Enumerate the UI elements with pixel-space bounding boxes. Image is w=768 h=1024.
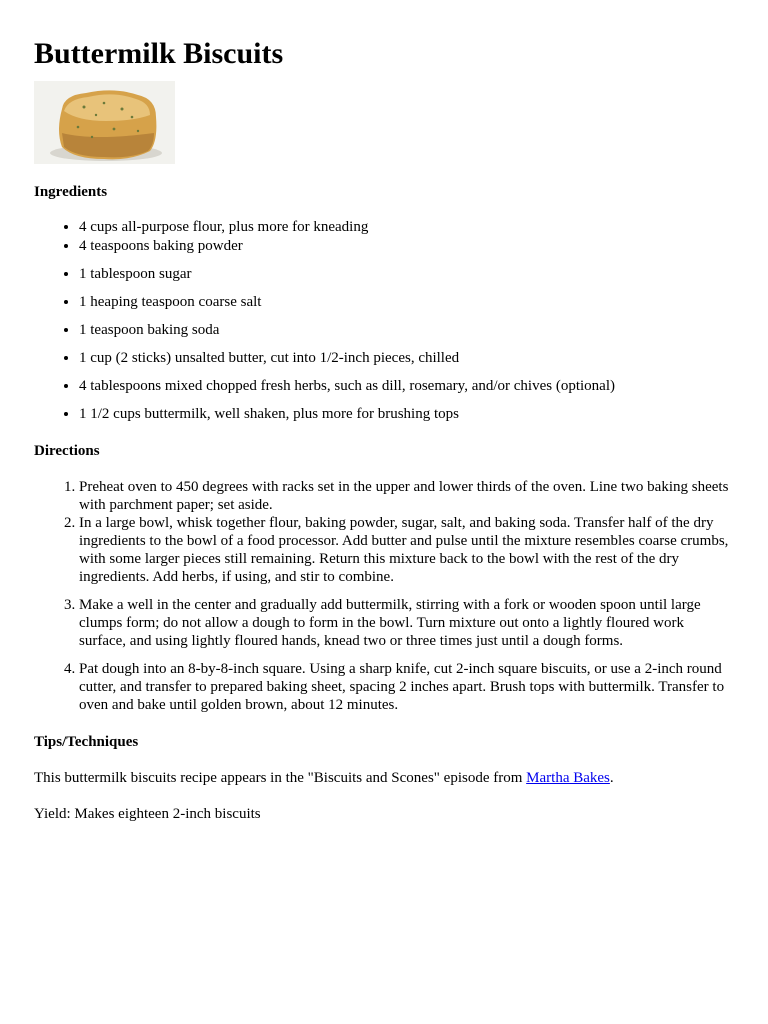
ingredient-item: • 1 cup (2 sticks) unsalted butter, cut into 1/2-inch pieces, chilled: [79, 349, 734, 367]
directions-list: [34, 478, 734, 714]
direction-step: 3. Make a well in the center and gradually add buttermilk, stirring with a fork or wooden spoon until large clumps form; do not allow a dough to form in the bowl. Turn mixture out onto a lightly floured work surface, and using lightly floured hands, knead two or three times just until a dough forms.: [79, 596, 734, 650]
tips-paragraph: [34, 769, 734, 787]
biscuit-photo: [34, 81, 175, 164]
tips-text-end: .: [609, 770, 614, 786]
ingredient-item: • 1 1/2 cups buttermilk, well shaken, plus more for brushing tops: [79, 405, 734, 423]
ingredient-item: • 1 teaspoon baking soda: [79, 321, 734, 339]
yield-text: Yield: Makes eighteen 2-inch biscuits: [34, 806, 261, 822]
ingredient-item: • 4 teaspoons baking powder: [79, 237, 734, 255]
ingredient-item: • 4 tablespoons mixed chopped fresh herbs, such as dill, rosemary, and/or chives (optional): [79, 377, 734, 395]
tips-heading: Tips/Techniques: [34, 734, 139, 750]
ingredient-item: • 1 heaping teaspoon coarse salt: [79, 293, 734, 311]
tips-text: This buttermilk biscuits recipe appears in the "Biscuits and Scones" episode from: [34, 770, 527, 786]
ingredient-item: • 1 tablespoon sugar: [79, 265, 734, 283]
ingredient-item: • 4 cups all-purpose flour, plus more for kneading: [79, 218, 734, 236]
ingredients-list: [34, 218, 734, 423]
martha-bakes-link[interactable]: Martha Bakes: [526, 770, 610, 786]
recipe-title: Buttermilk Biscuits: [34, 37, 284, 70]
ingredients-heading: Ingredients: [34, 184, 108, 200]
direction-step: 4. Pat dough into an 8-by-8-inch square. Using a sharp knife, cut 2-inch square biscuits, or use a 2-inch round cutter, and transfer to prepared baking sheet, spacing 2 inches apart. Brush tops with buttermilk. Transfer to oven and bake until golden brown, about 12 minutes.: [79, 660, 734, 714]
direction-step: 2. In a large bowl, whisk together flour, baking powder, sugar, salt, and baking soda. Transfer half of the dry ingredients to the bowl of a food processor. Add butter and pulse until the mixture resembles coarse crumbs, with some larger pieces still remaining. Return this mixture back to the bowl with the rest of the dry ingredients. Add herbs, if using, and stir to combine.: [79, 514, 734, 586]
direction-step: 1. Preheat oven to 450 degrees with racks set in the upper and lower thirds of the oven. Line two baking sheets with parchment paper; set aside.: [79, 478, 734, 514]
directions-heading: Directions: [34, 443, 100, 459]
